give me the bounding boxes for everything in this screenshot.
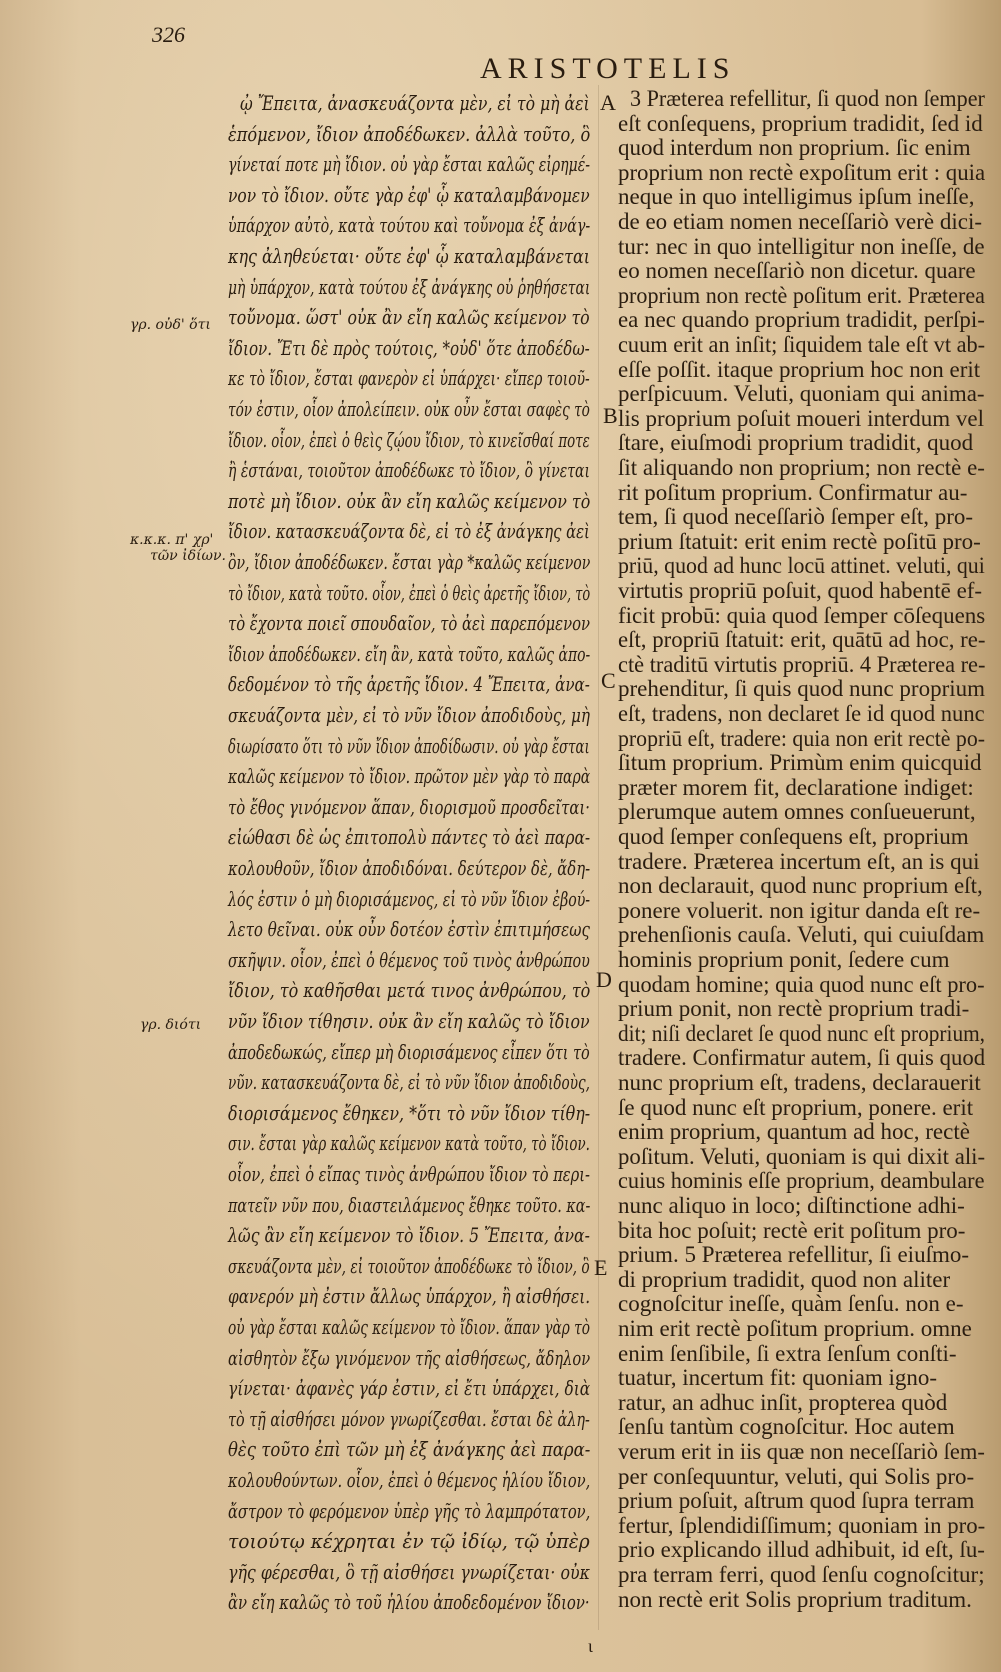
latin-text-line: pra terram ferri, quod ſenſu cognoſcitur; xyxy=(618,1562,985,1587)
latin-text-line: prium ponit, non rectè proprium tradi- xyxy=(618,996,970,1022)
latin-text-line: nim erit rectè poſitum proprium. omne xyxy=(618,1316,972,1341)
latin-text-line: proprium non rectè expoſitum erit : quia xyxy=(618,159,986,185)
greek-text-line: καλῶς κείμενον τὸ ἴδιον. πρῶτον μὲν γὰρ τὸ παρὰ xyxy=(228,764,591,789)
latin-text-line: neque in quo intelligimus ipſum ineſſe, xyxy=(618,184,975,210)
latin-text-line: lis proprium poſuit moueri interdum vel xyxy=(618,405,985,431)
greek-text-line: οἷον, ἐπεὶ ὁ εἴπας τινὸς ἀνθρώπου ἴδιον τὸ περι- xyxy=(228,1162,590,1186)
latin-text-line: eſſe poſſit. itaque proprium hoc non erit xyxy=(618,356,981,382)
latin-text-line: fertur, ſplendidiſſimum; quoniam in pro- xyxy=(618,1512,986,1538)
greek-text-line: ἴδιον ἀποδέδωκεν. εἴη ἂν, κατὰ τοῦτο, καλῶς ἀπο- xyxy=(228,641,591,666)
greek-text-line: κολουθούντων. οἷον, ἐπεὶ ὁ θέμενος ἡλίου ἴδιον, xyxy=(228,1468,591,1492)
latin-text-line: prium ſtatuit: erit enim rectè poſitū pro- xyxy=(618,528,981,554)
latin-text-line: eſt conſequens, proprium tradidit, ſed id xyxy=(618,110,983,136)
latin-text-line: di proprium tradidit, quod non aliter xyxy=(618,1266,951,1292)
latin-text-line: priū, quod ad hunc locū attinet. veluti, qui xyxy=(618,553,985,579)
greek-text-line: ἴδιον. Ἔτι δὲ πρὸς τούτοις, *οὐδ' ὅτε ἀποδέδω- xyxy=(228,335,590,360)
greek-text-line: σκευάζοντα μὲν, εἰ τοιοῦτον ἀποδέδωκε τὸ ἴδιον, ὃ xyxy=(228,1253,590,1278)
greek-text-line: κολουθοῦν, ἴδιον ἀποδιδόναι. δεύτερον δὲ, ἄδη- xyxy=(228,856,591,880)
latin-text-line: enim proprium, quantum ad hoc, rectè xyxy=(618,1119,970,1145)
latin-text-line: de eo etiam nomen neceſſariò verè dici- xyxy=(618,209,982,234)
latin-text-line: propriū eſt, tradere: quia non erit rectè po- xyxy=(618,725,986,751)
greek-text-line: τὸ ἔθος γινόμενον ἅπαν, διορισμοῦ προσδεῖται· xyxy=(228,794,591,819)
latin-text-line: prium poſuit, aſtrum quod ſupra terram xyxy=(618,1488,975,1514)
greek-text-line: γῆς φέρεσθαι, ὃ τῇ αἰσθήσει γνωρίζεται· οὐκ xyxy=(228,1559,590,1584)
latin-text-line: hominis proprium ponit, ſedere cum xyxy=(618,947,950,972)
greek-text-line: τόν ἐστιν, οἷον ἀπολείπειν. οὐκ οὖν ἔσται σαφὲς τὸ xyxy=(228,397,590,421)
latin-text-line: prehenſionis cauſa. Veluti, qui cuiuſdam xyxy=(618,922,985,948)
greek-text-line: ἂν εἴη καλῶς τὸ τοῦ ἡλίου ἀποδεδομένον ἴδιον· xyxy=(228,1590,590,1615)
latin-text-line: præter morem fit, declaratione indiget: xyxy=(618,774,974,800)
greek-text-line: ἑπόμενον, ἴδιον ἀποδέδωκεν. ἀλλὰ τοῦτο, ὃ xyxy=(228,121,591,146)
latin-text-line: ea nec quando proprium tradidit, perſpi- xyxy=(618,307,985,333)
latin-text-line: quod ſemper conſequens eſt, proprium xyxy=(618,824,969,849)
latin-text-line: cuum erit an inſit; ſiquidem tale eſt vt ab- xyxy=(618,332,986,357)
latin-text-line: rit poſitum proprium. Confirmatur au- xyxy=(618,479,968,505)
greek-text-line: γίνεταί ποτε μὴ ἴδιον. οὐ γὰρ ἔσται καλῶς εἰρημέ- xyxy=(228,152,591,177)
latin-text-line: ſitum proprium. Primùm enim quicquid xyxy=(618,750,982,776)
greek-text-line: ἄστρον τὸ φερόμενον ὑπὲρ γῆς τὸ λαμπρότατον, xyxy=(228,1498,591,1523)
latin-text-line: quodam homine; quia quod nunc eſt pro- xyxy=(618,971,985,997)
margin-note: γρ. οὐδ' ὅτι xyxy=(130,317,211,333)
greek-text-line: λετο θεῖναι. οὐκ οὖν δοτέον ἐστὶν ἐπιτιμήσεως xyxy=(228,917,590,942)
greek-text-line: πατεῖν νῦν που, διαστειλάμενος ἔθηκε τοῦτο. κα- xyxy=(228,1192,591,1217)
latin-text-line: eſt, tradens, non declaret ſe id quod nunc xyxy=(618,701,985,726)
greek-text-line: τὸ τῇ αἰσθήσει μόνον γνωρίζεσθαι. ἔσται δὲ ἀλη- xyxy=(228,1406,590,1431)
greek-text-line: αἰσθητὸν ἔξω γινόμενον τῆς αἰσθήσεως, ἄδηλον xyxy=(228,1345,591,1370)
latin-text-line: 3 Præterea refellitur, ſi quod non ſemper xyxy=(630,86,985,111)
greek-text-line: τοὔνομα. ὥστ' οὐκ ἂν εἴη καλῶς κείμενον τὸ xyxy=(228,305,590,330)
section-letter: E xyxy=(594,1255,608,1280)
latin-text-line: enim ſenſibile, ſi extra ſenſum conſti- xyxy=(618,1340,957,1366)
greek-text-line: τὸ ἔχοντα ποιεῖ σπουδαῖον, τὸ ἀεὶ παρεπόμενον xyxy=(228,611,591,636)
greek-text-line: φανερόν μὴ ἐστιν ἄλλως ὑπάρχον, ἢ αἰσθήσει. xyxy=(228,1284,591,1309)
greek-text-line: κης ἀληθεύεται· οὔτε ἐφ' ᾧ καταλαμβάνεται xyxy=(228,244,590,268)
greek-text-line: ἴδιον. οἷον, ἐπεὶ ὁ θεὶς ζῴου ἴδιον, τὸ κινεῖσθαί ποτε xyxy=(228,427,590,452)
latin-text-line: non rectè erit Solis proprium traditum. xyxy=(618,1586,972,1612)
latin-text-line: bita hoc poſuit; rectè erit poſitum pro- xyxy=(618,1217,966,1243)
latin-text-line: prium. 5 Præterea refellitur, ſi eiuſmo- xyxy=(618,1242,970,1268)
page-number: 326 xyxy=(152,22,185,47)
greek-text-line: μὴ ὑπάρχον, κατὰ τούτου ἐξ ἀνάγκης οὐ ῥηθήσεται xyxy=(228,274,591,299)
greek-text-line: σκῆψιν. οἷον, ἐπεὶ ὁ θέμενος τοῦ τινὸς ἀνθρώπου xyxy=(228,947,590,972)
greek-text-line: ὂν, ἴδιον ἀποδέδωκεν. ἔσται γὰρ *καλῶς κείμενον xyxy=(228,550,591,574)
latin-text-line: tradere. Præterea incertum eſt, an is qui xyxy=(618,848,980,874)
latin-text-line: nunc proprium eſt, tradens, declarauerit xyxy=(618,1070,981,1095)
latin-text-line: ctè traditū virtutis propriū. 4 Præterea re- xyxy=(618,651,986,677)
greek-text-line: νον τὸ ἴδιον. οὔτε γὰρ ἐφ' ᾧ καταλαμβάνομεν xyxy=(228,182,590,207)
latin-text-line: ſit aliquando non proprium; non rectè e- xyxy=(618,455,985,480)
latin-text-line: dit; niſi declaret ſe quod nunc eſt proprium, xyxy=(618,1020,986,1046)
greek-text-line: σκευάζοντα μὲν, εἰ τὸ νῦν ἴδιον ἀποδιδοὺς, μὴ xyxy=(228,703,590,727)
latin-text-line: tem, ſi quod neceſſariò ſemper eſt, pro- xyxy=(618,504,974,530)
greek-text-line: λός ἐστιν ὁ μὴ διορισάμενος, εἰ τὸ νῦν ἴδιον ἐβού- xyxy=(228,886,591,911)
latin-text-line: cuius hominis eſſe proprium, deambulare xyxy=(618,1168,985,1194)
greek-text-line: νῦν ἴδιον τίθησιν. οὐκ ἂν εἴη καλῶς τὸ ἴδιον xyxy=(228,1009,590,1033)
greek-text-line: διορισάμενος ἔθηκεν, *ὅτι τὸ νῦν ἴδιον τίθη- xyxy=(228,1100,591,1125)
section-letter: C xyxy=(601,668,616,693)
latin-text-line: eo nomen neceſſariò non dicetur. quare xyxy=(618,258,976,284)
latin-text-line: perſpicuum. Veluti, quoniam qui anima- xyxy=(618,381,985,407)
latin-text-line: plerumque autem omnes conſueuerunt, xyxy=(618,799,976,825)
greek-text-line: κε τὸ ἴδιον, ἔσται φανερὸν εἰ ὑπάρχει· εἴπερ τοιοῦ- xyxy=(228,366,590,391)
greek-text-line: γίνεται· ἀφανὲς γάρ ἐστιν, εἰ ἔτι ὑπάρχει, διὰ xyxy=(228,1376,591,1401)
margin-note: τῶν ἰδίων. xyxy=(150,548,226,564)
latin-text-line: non declarauit, quod nunc proprium eſt, xyxy=(618,873,983,899)
latin-text-line: tradere. Confirmatur autem, ſi quis quod xyxy=(618,1045,986,1071)
greek-text-line: ἴδιον. κατασκευάζοντα δὲ, εἰ τὸ ἐξ ἀνάγκης ἀεὶ xyxy=(228,519,590,544)
latin-text-line: ſenſu tantùm cognoſcitur. Hoc autem xyxy=(618,1414,955,1440)
latin-text-line: tur: nec in quo intelligitur non ineſſe, de xyxy=(618,233,985,259)
latin-text-line: eſt, propriū ſtatuit: erit, quātū ad hoc, re- xyxy=(618,627,986,653)
greek-text-line: ᾠ Ἔπειτα, ἀνασκευάζοντα μὲν, εἰ τὸ μὴ ἀεὶ xyxy=(240,91,590,115)
greek-text-line: σιν. ἔσται γὰρ καλῶς κείμενον κατὰ τοῦτο, τὸ ἴδιον. xyxy=(228,1131,590,1156)
latin-text-line: per conſequuntur, veluti, qui Solis pro- xyxy=(618,1463,975,1489)
section-letter: D xyxy=(596,967,612,992)
greek-text-line: θὲς τοῦτο ἐπὶ τῶν μὴ ἐξ ἀνάγκης ἀεὶ παρα- xyxy=(228,1437,591,1462)
greek-text-line: ἢ ἑστάναι, τοιοῦτον ἀποδέδωκε τὸ ἴδιον, ὃ γίνεται xyxy=(228,458,590,483)
greek-text-line: νῦν. κατασκευάζοντα δὲ, εἰ τὸ νῦν ἴδιον ἀποδιδοὺς, xyxy=(228,1070,590,1095)
greek-text-line: ποτὲ μὴ ἴδιον. οὐκ ἂν εἴη καλῶς κείμενον τὸ xyxy=(228,488,591,513)
latin-text-line: proprium non rectè poſitum erit. Præterea xyxy=(618,282,985,308)
latin-text-line: ficit probū: quia quod ſemper cōſequens xyxy=(618,602,986,628)
greek-text-line: ἴδιον, τὸ καθῆσθαι μετά τινος ἀνθρώπου, τὸ xyxy=(228,978,591,1003)
greek-text-line: τοιούτῳ κέχρηται ἐν τῷ ἰδίῳ, τῷ ὑπὲρ xyxy=(228,1529,590,1554)
section-letter: A xyxy=(600,90,616,115)
latin-text-line: quod interdum non proprium. ſic enim xyxy=(618,135,971,161)
latin-text-line: nunc aliquo in loco; diſtinctione adhi- xyxy=(618,1193,965,1218)
latin-text-line: tuatur, incertum fit: quoniam igno- xyxy=(618,1365,938,1391)
latin-text-line: ponere voluerit. non igitur danda eſt re- xyxy=(618,897,981,923)
greek-text-line: ἀποδεδωκώς, εἴπερ μὴ διορισάμενος εἶπεν ὅτι τὸ xyxy=(228,1039,590,1064)
latin-text-line: verum erit in iis quæ non neceſſariò ſem- xyxy=(618,1439,985,1464)
column-divider xyxy=(598,85,599,1630)
signature-mark: ι xyxy=(588,1636,593,1656)
greek-text-line: δεδομένον τὸ τῆς ἀρετῆς ἴδιον. 4 Ἔπειτα, ἀνα- xyxy=(228,672,590,697)
latin-text-line: prio explicando illud adhibuit, id eſt, ſu- xyxy=(618,1537,985,1563)
latin-text-line: prehenditur, ſi quis quod nunc proprium xyxy=(618,676,986,702)
latin-text-line: ſtare, eiuſmodi proprium tradidit, quod xyxy=(618,430,974,456)
section-letter: B xyxy=(603,403,618,428)
latin-text-line: ratur, an adhuc inſit, propterea quòd xyxy=(618,1389,948,1415)
latin-text-line: ſe quod nunc eſt proprium, ponere. erit xyxy=(618,1094,974,1120)
greek-text-line: ὑπάρχον αὐτὸ, κατὰ τούτου καὶ τοὔνομα ἐξ ἀνάγ- xyxy=(228,213,591,238)
margin-note: κ.κ.κ. π' χρ' xyxy=(130,532,214,548)
latin-text-line: virtutis propriū poſuit, quod habentē ef- xyxy=(618,578,983,603)
greek-text-line: διωρίσατο ὅτι τὸ νῦν ἴδιον ἀποδίδωσιν. οὐ γὰρ ἔσται xyxy=(228,733,590,758)
greek-text-line: τὸ ἴδιον, κατὰ τοῦτο. οἷον, ἐπεὶ ὁ θεὶς ἀρετῆς ἴδιον, τὸ xyxy=(228,580,591,605)
running-title: ARISTOTELIS xyxy=(480,52,736,85)
greek-text-line: λῶς ἂν εἴη κείμενον τὸ ἴδιον. 5 Ἔπειτα, ἀνα- xyxy=(228,1223,590,1248)
greek-text-line: οὐ γὰρ ἔσται καλῶς κείμενον τὸ ἴδιον. ἅπαν γὰρ τὸ xyxy=(228,1315,591,1339)
greek-text-line: εἰώθασι δὲ ὡς ἐπιτοπολὺ πάντες τὸ ἀεὶ παρα- xyxy=(228,825,591,850)
latin-text-line: cognoſcitur ineſſe, quàm ſenſu. non e- xyxy=(618,1291,964,1317)
margin-note: γρ. διότι xyxy=(140,1017,202,1033)
latin-text-line: poſitum. Veluti, quoniam is qui dixit ali- xyxy=(618,1143,986,1169)
